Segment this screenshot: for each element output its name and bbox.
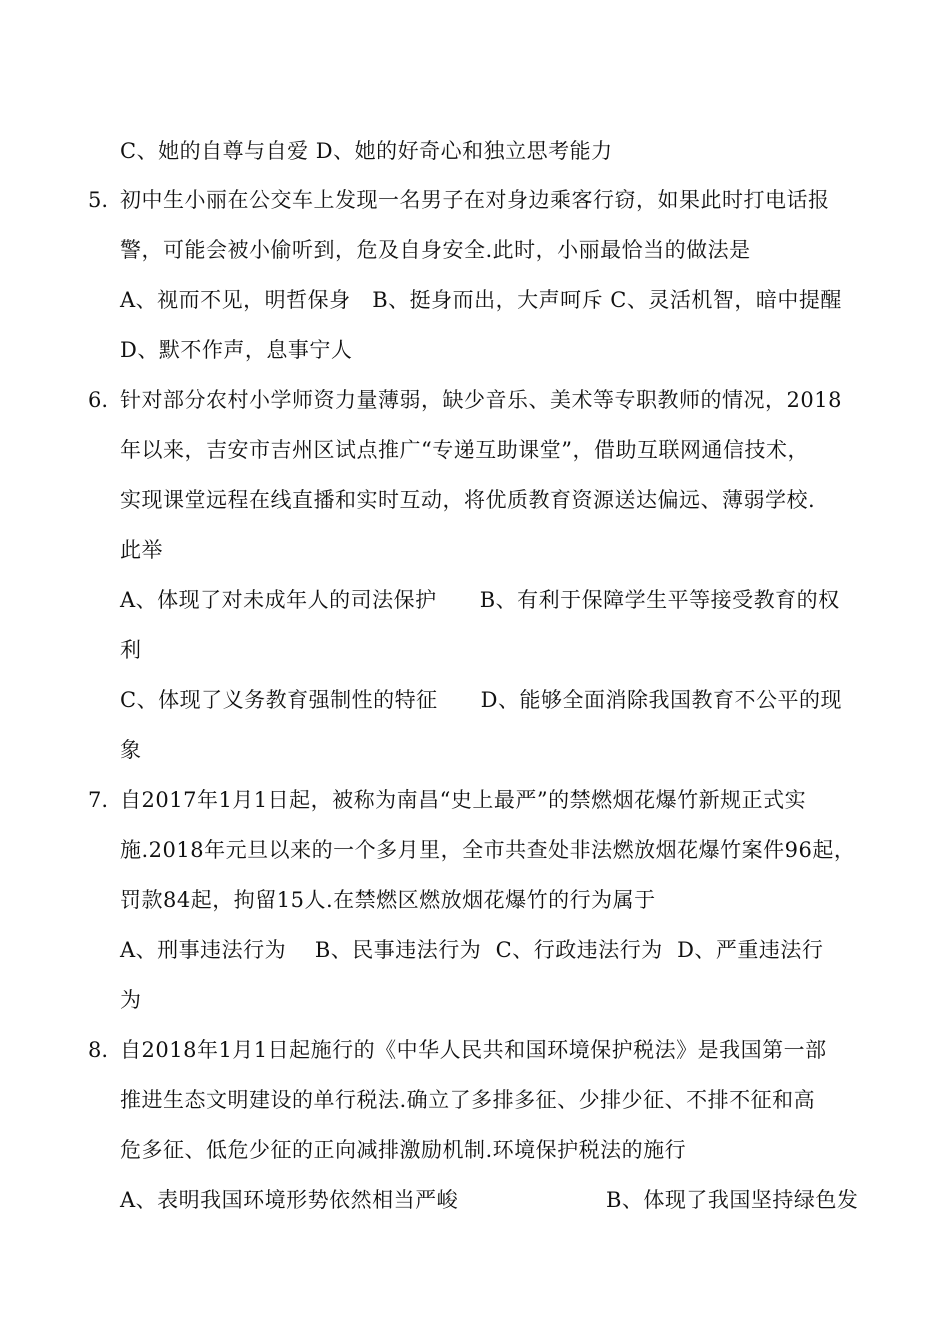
q4-options-line: C、她的自尊与自爱 D、她的好奇心和独立思考能力 [120, 139, 613, 163]
q7-stem-line-1: 自2017年1月1日起，被称为南昌“史上最严”的禁燃烟花爆竹新规正式实 [120, 788, 807, 812]
q6-stem-line-2: 年以来，吉安市吉州区试点推广“专递互助课堂”，借助互联网通信技术， [120, 438, 809, 462]
q6-options-cd-line-2: 象 [120, 738, 142, 762]
q5-stem-line-1: 初中生小丽在公交车上发现一名男子在对身边乘客行窃，如果此时打电话报 [120, 188, 830, 212]
q8-stem-line-3: 危多征、低危少征的正向减排激励机制.环境保护税法的施行 [120, 1138, 687, 1162]
q7-number: 7. [88, 788, 109, 812]
q8-option-a: A、表明我国环境形势依然相当严峻 [120, 1188, 459, 1212]
q7-stem-line-2: 施.2018年元旦以来的一个多月里，全市共查处非法燃放烟花爆竹案件96起， [120, 838, 856, 862]
q6-stem-line-1: 针对部分农村小学师资力量薄弱，缺少音乐、美术等专职教师的情况，2018 [120, 388, 842, 412]
q7-options-line-2: 为 [120, 988, 142, 1012]
q7-options-line-1: A、刑事违法行为 B、民事违法行为 C、行政违法行为 D、严重违法行 [120, 938, 824, 962]
q5-options-line-1: A、视而不见，明哲保身 B、挺身而出，大声呵斥 C、灵活机智，暗中提醒 [120, 288, 842, 312]
q8-stem-line-1: 自2018年1月1日起施行的《中华人民共和国环境保护税法》是我国第一部 [120, 1038, 827, 1062]
q8-stem-line-2: 推进生态文明建设的单行税法.确立了多排多征、少排少征、不排不征和高 [120, 1088, 816, 1112]
q6-number: 6. [88, 388, 109, 412]
q8-option-b: B、体现了我国坚持绿色发 [606, 1188, 859, 1212]
q5-number: 5. [88, 188, 109, 212]
q6-options-ab-line-2: 利 [120, 638, 142, 662]
q6-options-ab-line-1: A、体现了对未成年人的司法保护 B、有利于保障学生平等接受教育的权 [120, 588, 840, 612]
q5-options-line-2: D、默不作声，息事宁人 [120, 338, 353, 362]
q6-stem-line-3: 实现课堂远程在线直播和实时互动，将优质教育资源送达偏远、薄弱学校. [120, 488, 816, 512]
q6-stem-line-4: 此举 [120, 538, 163, 562]
q7-stem-line-3: 罚款84起，拘留15人.在禁燃区燃放烟花爆竹的行为属于 [120, 888, 656, 912]
q6-options-cd-line-1: C、体现了义务教育强制性的特征 D、能够全面消除我国教育不公平的现 [120, 688, 842, 712]
q5-stem-line-2: 警，可能会被小偷听到，危及自身安全.此时，小丽最恰当的做法是 [120, 238, 751, 262]
q8-number: 8. [88, 1038, 109, 1062]
